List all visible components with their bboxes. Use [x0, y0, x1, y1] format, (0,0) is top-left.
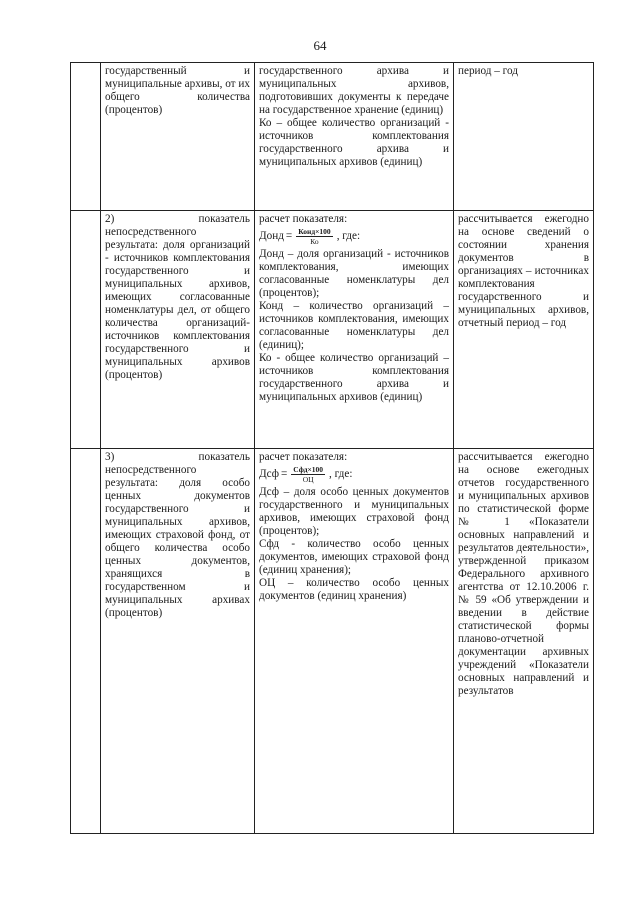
row-number-cell	[71, 449, 101, 834]
equals-sign: =	[285, 230, 293, 242]
calc-heading: расчет показателя:	[259, 451, 348, 463]
indicator-cell: 3) показатель непосредственного результата: доля особо ценных документов государственного и муниципальных архивов, имеющих страховой фонд, от общего количества особо ценных документов, хранящихся в государственном и муниципальных архивах (процентов)	[101, 449, 255, 834]
indicator-cell: государственный и муниципальные архивы, от их общего количества (процентов)	[101, 63, 255, 211]
formula-lhs: Дсф	[259, 468, 279, 480]
formula-fraction	[291, 465, 325, 484]
row-number-cell	[71, 211, 101, 449]
calc-heading: расчет показателя:	[259, 213, 348, 225]
formula-suffix: , где:	[329, 468, 353, 480]
calculation-cell	[255, 449, 454, 834]
equals-sign: =	[280, 468, 288, 480]
formula-suffix: , где:	[336, 230, 361, 242]
formula	[259, 465, 449, 484]
formula-denominator: Ко	[310, 237, 319, 246]
formula-lhs: Донд	[259, 230, 284, 242]
calc-line: Донд – доля организаций - источников комплектования, имеющих согласованные номенклатуры дел (процентов);	[259, 248, 449, 299]
calc-line: Ко - общее количество организаций – источников комплектования государственного архива и муниципальных архивов (единиц)	[259, 352, 449, 403]
indicator-table	[70, 62, 594, 834]
calc-line: Сфд - количество особо ценных документов, имеющих страховой фонд (единиц хранения);	[259, 538, 449, 576]
row-number-cell	[71, 63, 101, 211]
formula-denominator: ОЦ	[302, 475, 314, 484]
formula-fraction	[296, 227, 332, 246]
indicator-cell: 2) показатель непосредственного результата: доля организаций - источников комплектования государственного и муниципальных архивов, имеющих согласованные номенклатуры дел, от общего количества организаций-источников комплектования государственного и муниципальных архивов (процентов)	[101, 211, 255, 449]
table-row	[71, 449, 594, 834]
table-row	[71, 211, 594, 449]
calc-line: ОЦ – количество особо ценных документов (единиц хранения)	[259, 577, 449, 602]
formula	[259, 227, 449, 246]
calc-line: Конд – количество организаций – источников комплектования, имеющих согласованные номенклатуры дел (единиц);	[259, 300, 449, 351]
calculation-cell	[255, 63, 454, 211]
method-cell: рассчитывается ежегодно на основе ежегодных отчетов государственного и муниципальных архивов по статистической форме № 1 «Показатели основных направлений и результатов деятельности», утвержденной приказом Федерального архивного агентства от 12.10.2006 г. № 59 «Об утверждении и введении в действие статистической формы планово-отчетной документации архивных учреждений «Показатели основных направлений и результатов	[454, 449, 594, 834]
table-row	[71, 63, 594, 211]
method-cell: период – год	[454, 63, 594, 211]
calculation-cell	[255, 211, 454, 449]
formula-numerator: Конд×100	[298, 227, 331, 236]
formula-numerator: Сфд×100	[293, 465, 324, 474]
page-number: 64	[313, 38, 327, 53]
calc-line: Дсф – доля особо ценных документов государственного и муниципальных архивов, имеющих страховой фонд (процентов);	[259, 486, 449, 537]
method-cell: рассчитывается ежегодно на основе сведений о состоянии хранения документов в организациях – источниках комплектования государственного и муниципальных архивов, отчетный период – год	[454, 211, 594, 449]
calc-line: Ко – общее количество организаций - источников комплектования государственного архива и муниципальных архивов (единиц)	[259, 117, 449, 168]
calc-line: государственного архива и муниципальных архивов, подготовивших документы к передаче на государственное хранение (единиц)	[259, 65, 449, 116]
